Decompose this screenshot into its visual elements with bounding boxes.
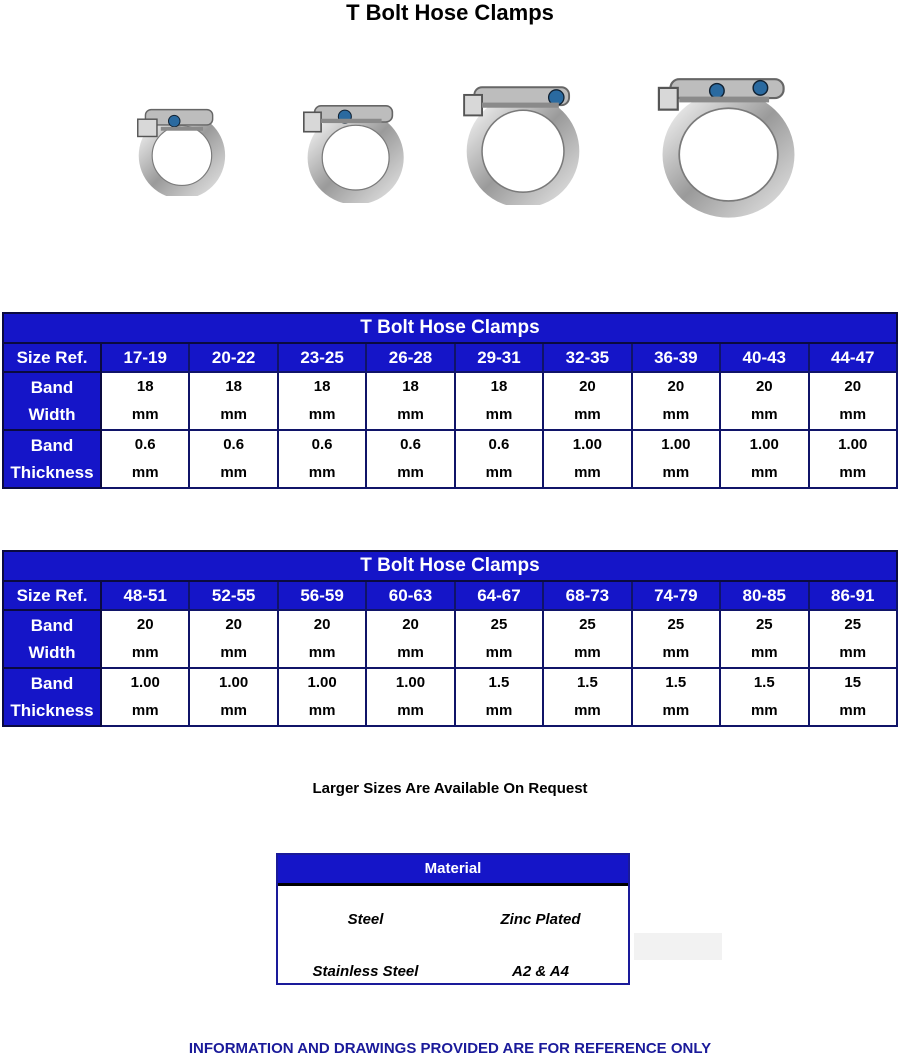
size-cell: 40-43 [720, 343, 808, 372]
width-cell: 20 mm [543, 372, 631, 430]
width-cell: 25 mm [720, 610, 808, 668]
thickness-cell: 1.00 mm [720, 430, 808, 488]
material-name: Steel [347, 911, 384, 928]
width-cell: 20 mm [366, 610, 454, 668]
reference-disclaimer: INFORMATION AND DRAWINGS PROVIDED ARE FOR REFERENCE ONLY [188, 1040, 712, 1057]
size-cell: 17-19 [101, 343, 189, 372]
size-cell: 29-31 [455, 343, 543, 372]
width-cell: 20 mm [809, 372, 898, 430]
material-finish: Zinc Plated [500, 911, 581, 928]
band-width-label: Band Width [3, 372, 101, 430]
size-cell: 36-39 [632, 343, 720, 372]
width-cell: 25 mm [543, 610, 631, 668]
clamp-image-small [132, 100, 228, 196]
thickness-cell: 15 mm [809, 668, 898, 726]
thickness-cell: 1.5 mm [455, 668, 543, 726]
material-table [276, 853, 630, 985]
material-finish: A2 & A4 [512, 963, 569, 980]
band-width-row [3, 610, 897, 668]
product-images [0, 55, 900, 245]
thickness-cell: 1.00 mm [278, 668, 366, 726]
thickness-cell: 0.6 mm [455, 430, 543, 488]
size-cell: 56-59 [278, 581, 366, 610]
empty-cell [634, 933, 722, 960]
width-cell: 20 mm [189, 610, 277, 668]
clamp-image-xlarge [656, 63, 801, 223]
width-cell: 20 mm [632, 372, 720, 430]
thickness-cell: 0.6 mm [189, 430, 277, 488]
thickness-cell: 1.00 mm [632, 430, 720, 488]
thickness-cell: 1.00 mm [809, 430, 898, 488]
thickness-cell: 1.5 mm [632, 668, 720, 726]
width-cell: 20 mm [278, 610, 366, 668]
table-title: T Bolt Hose Clamps [3, 551, 897, 581]
material-name: Stainless Steel [312, 963, 419, 980]
size-cell: 26-28 [366, 343, 454, 372]
size-row [3, 581, 897, 610]
band-thickness-row [3, 430, 897, 488]
size-cell: 44-47 [809, 343, 898, 372]
width-cell: 18 mm [101, 372, 189, 430]
size-table-1 [2, 312, 898, 489]
size-cell: 60-63 [366, 581, 454, 610]
size-row [3, 343, 897, 372]
size-cell: 23-25 [278, 343, 366, 372]
width-cell: 18 mm [455, 372, 543, 430]
larger-sizes-note: Larger Sizes Are Available On Request [312, 780, 588, 797]
band-thickness-label: Band Thickness [3, 430, 101, 488]
width-cell: 25 mm [632, 610, 720, 668]
thickness-cell: 1.5 mm [720, 668, 808, 726]
thickness-cell: 1.00 mm [543, 430, 631, 488]
thickness-cell: 1.00 mm [366, 668, 454, 726]
material-header: Material [278, 855, 628, 886]
size-cell: 32-35 [543, 343, 631, 372]
size-cell: 74-79 [632, 581, 720, 610]
size-cell: 52-55 [189, 581, 277, 610]
band-width-row [3, 372, 897, 430]
page-title: T Bolt Hose Clamps [346, 0, 554, 25]
width-cell: 18 mm [278, 372, 366, 430]
width-cell: 25 mm [455, 610, 543, 668]
band-width-label: Band Width [3, 610, 101, 668]
size-cell: 68-73 [543, 581, 631, 610]
size-cell: 86-91 [809, 581, 898, 610]
clamp-image-medium [296, 95, 411, 203]
thickness-cell: 1.5 mm [543, 668, 631, 726]
width-cell: 25 mm [809, 610, 898, 668]
size-cell: 64-67 [455, 581, 543, 610]
size-cell: 20-22 [189, 343, 277, 372]
thickness-cell: 0.6 mm [101, 430, 189, 488]
size-cell: 48-51 [101, 581, 189, 610]
clamp-image-large [458, 77, 588, 205]
size-ref-label: Size Ref. [3, 343, 101, 372]
table-title: T Bolt Hose Clamps [3, 313, 897, 343]
thickness-cell: 1.00 mm [189, 668, 277, 726]
width-cell: 20 mm [720, 372, 808, 430]
width-cell: 18 mm [366, 372, 454, 430]
band-thickness-label: Band Thickness [3, 668, 101, 726]
band-thickness-row [3, 668, 897, 726]
thickness-cell: 1.00 mm [101, 668, 189, 726]
size-cell: 80-85 [720, 581, 808, 610]
thickness-cell: 0.6 mm [278, 430, 366, 488]
width-cell: 20 mm [101, 610, 189, 668]
thickness-cell: 0.6 mm [366, 430, 454, 488]
width-cell: 18 mm [189, 372, 277, 430]
size-table-2 [2, 550, 898, 727]
size-ref-label: Size Ref. [3, 581, 101, 610]
